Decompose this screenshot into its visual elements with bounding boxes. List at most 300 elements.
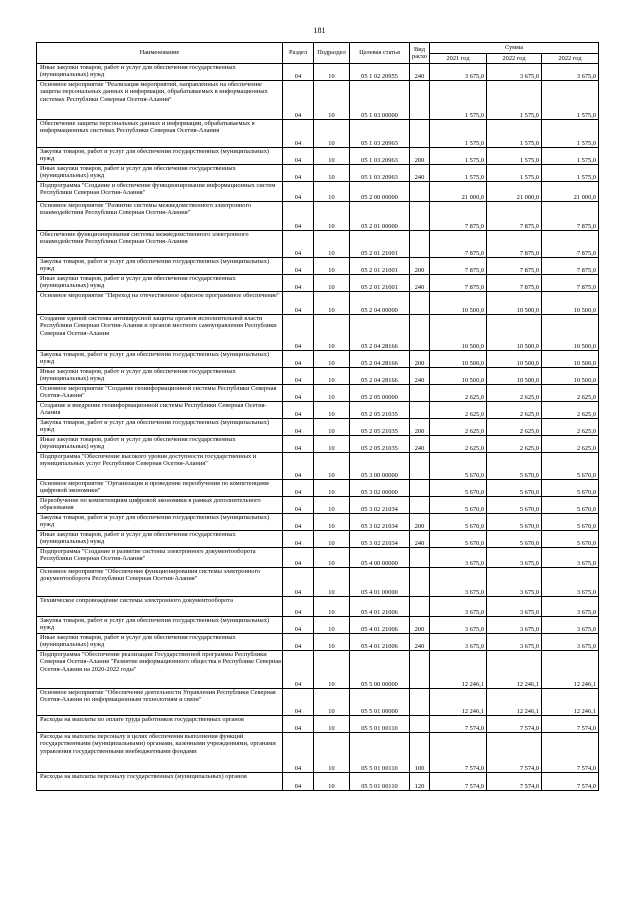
header-section: Раздел (283, 43, 314, 64)
row-target: 05 1 03 00000 (350, 81, 410, 120)
row-sum-2022-b: 5 670,0 (542, 497, 599, 514)
row-type (410, 202, 430, 231)
table-row (37, 231, 599, 258)
row-sum-2021: 3 675,0 (430, 64, 487, 81)
row-subsection: 10 (314, 716, 350, 733)
row-section: 04 (283, 81, 314, 120)
row-sum-2022-a: 5 670,0 (487, 497, 542, 514)
row-sum-2021: 5 670,0 (430, 480, 487, 497)
table-body (37, 64, 599, 791)
row-sum-2021: 3 675,0 (430, 634, 487, 651)
row-sum-2022-a: 21 000,0 (487, 182, 542, 202)
row-type (410, 716, 430, 733)
row-type (410, 182, 430, 202)
row-subsection: 10 (314, 182, 350, 202)
row-sum-2022-a: 5 670,0 (487, 531, 542, 548)
table-row (37, 497, 599, 514)
row-name: Подпрограмма "Создание и обеспечение функционирования информационных систем Республики Северная Осетия-Алания" (37, 182, 283, 202)
row-type: 200 (410, 617, 430, 634)
row-sum-2022-b: 7 875,0 (542, 231, 599, 258)
row-name: Обеспечение функционирования системы межведомственного электронного взаимодействия Республики Северная Осетия-Алания (37, 231, 283, 258)
row-sum-2022-a: 3 675,0 (487, 634, 542, 651)
row-type (410, 453, 430, 480)
row-name: Иные закупки товаров, работ и услуг для обеспечения государственных (муниципальных) нужд (37, 436, 283, 453)
header-name: Наименование (37, 43, 283, 64)
row-target: 05 2 05 21035 (350, 402, 410, 419)
row-type (410, 81, 430, 120)
row-sum-2021: 21 000,0 (430, 182, 487, 202)
row-sum-2022-b: 12 246,1 (542, 651, 599, 689)
row-subsection: 10 (314, 419, 350, 436)
row-sum-2022-a: 2 625,0 (487, 436, 542, 453)
row-sum-2021: 7 574,0 (430, 716, 487, 733)
row-target: 05 2 05 21035 (350, 436, 410, 453)
row-subsection: 10 (314, 315, 350, 351)
row-sum-2022-a: 3 675,0 (487, 548, 542, 568)
row-type (410, 315, 430, 351)
row-sum-2021: 2 625,0 (430, 436, 487, 453)
table-row (37, 292, 599, 315)
row-sum-2022-a: 7 574,0 (487, 716, 542, 733)
row-target: 05 1 03 20963 (350, 148, 410, 165)
table-row (37, 531, 599, 548)
row-sum-2022-b: 10 500,0 (542, 368, 599, 385)
table-row (37, 480, 599, 497)
row-section: 04 (283, 258, 314, 275)
row-sum-2022-a: 5 670,0 (487, 453, 542, 480)
table-row (37, 733, 599, 773)
row-subsection: 10 (314, 651, 350, 689)
row-section: 04 (283, 402, 314, 419)
row-target: 05 2 04 28166 (350, 368, 410, 385)
row-subsection: 10 (314, 64, 350, 81)
row-section: 04 (283, 531, 314, 548)
row-section: 04 (283, 716, 314, 733)
row-name: Иные закупки товаров, работ и услуг для обеспечения государственных (муниципальных) нужд (37, 634, 283, 651)
row-sum-2022-b: 5 670,0 (542, 480, 599, 497)
row-sum-2021: 7 875,0 (430, 202, 487, 231)
table-row (37, 634, 599, 651)
row-sum-2022-a: 2 625,0 (487, 402, 542, 419)
row-subsection: 10 (314, 81, 350, 120)
row-type (410, 480, 430, 497)
row-sum-2021: 7 875,0 (430, 231, 487, 258)
row-target: 05 2 04 28166 (350, 351, 410, 368)
row-sum-2022-b: 7 574,0 (542, 773, 599, 791)
row-sum-2022-b: 3 675,0 (542, 597, 599, 617)
table-row (37, 548, 599, 568)
row-name: Иные закупки товаров, работ и услуг для обеспечения государственных (муниципальных) нужд (37, 275, 283, 292)
row-subsection: 10 (314, 689, 350, 716)
table-row (37, 436, 599, 453)
row-sum-2021: 7 574,0 (430, 773, 487, 791)
row-sum-2022-a: 3 675,0 (487, 64, 542, 81)
row-sum-2022-a: 3 675,0 (487, 617, 542, 634)
row-sum-2022-b: 2 625,0 (542, 385, 599, 402)
row-sum-2022-a: 12 246,1 (487, 689, 542, 716)
row-sum-2021: 2 625,0 (430, 402, 487, 419)
row-subsection: 10 (314, 453, 350, 480)
row-target: 05 5 00 00000 (350, 651, 410, 689)
row-name: Закупка товаров, работ и услуг для обеспечения государственных (муниципальных) нужд (37, 258, 283, 275)
table-row (37, 64, 599, 81)
table-row (37, 120, 599, 148)
budget-table (36, 42, 599, 791)
row-sum-2021: 7 875,0 (430, 275, 487, 292)
row-section: 04 (283, 165, 314, 182)
row-sum-2022-b: 2 625,0 (542, 419, 599, 436)
row-section: 04 (283, 64, 314, 81)
header-sum: Сумма (430, 43, 599, 54)
row-sum-2022-a: 10 500,0 (487, 315, 542, 351)
row-sum-2022-b: 10 500,0 (542, 315, 599, 351)
row-section: 04 (283, 419, 314, 436)
row-subsection: 10 (314, 480, 350, 497)
row-section: 04 (283, 651, 314, 689)
row-section: 04 (283, 202, 314, 231)
row-name: Закупка товаров, работ и услуг для обеспечения государственных (муниципальных) нужд (37, 351, 283, 368)
row-sum-2022-b: 7 875,0 (542, 275, 599, 292)
row-subsection: 10 (314, 258, 350, 275)
row-target: 05 5 01 00000 (350, 689, 410, 716)
row-type (410, 120, 430, 148)
header-type: Вид расхо (410, 43, 430, 64)
row-section: 04 (283, 634, 314, 651)
row-name: Подпрограмма "Обеспечение высокого уровня доступности государственных и муниципальных услуг Республики Северная Осетия-Алания" (37, 453, 283, 480)
row-sum-2021: 5 670,0 (430, 531, 487, 548)
table-row (37, 597, 599, 617)
row-section: 04 (283, 773, 314, 791)
row-target: 05 4 01 21006 (350, 617, 410, 634)
row-type: 200 (410, 148, 430, 165)
row-section: 04 (283, 568, 314, 597)
row-sum-2021: 1 575,0 (430, 165, 487, 182)
row-target: 05 2 00 00000 (350, 182, 410, 202)
row-type: 120 (410, 773, 430, 791)
row-sum-2021: 5 670,0 (430, 453, 487, 480)
row-subsection: 10 (314, 292, 350, 315)
row-target: 05 2 01 21001 (350, 258, 410, 275)
row-sum-2022-a: 7 875,0 (487, 275, 542, 292)
table-row (37, 514, 599, 531)
row-name: Подпрограмма "Создание и развитие системы электронного документооборота Республики Северная Осетия-Алания" (37, 548, 283, 568)
row-target: 05 1 02 20955 (350, 64, 410, 81)
row-name: Основное мероприятие "Реализация мероприятий, направленных на обеспечение защиты персональных данных и информации, обрабатываемых в информационных системах Республики Северная Осетия-Алания" (37, 81, 283, 120)
row-sum-2022-b: 3 675,0 (542, 548, 599, 568)
row-name: Иные закупки товаров, работ и услуг для обеспечения государственных (муниципальных) нужд (37, 368, 283, 385)
row-subsection: 10 (314, 368, 350, 385)
row-subsection: 10 (314, 548, 350, 568)
row-target: 05 2 04 00000 (350, 292, 410, 315)
row-subsection: 10 (314, 275, 350, 292)
row-sum-2022-b: 1 575,0 (542, 81, 599, 120)
header-year-2022-a: 2022 год (487, 54, 542, 64)
row-section: 04 (283, 315, 314, 351)
row-sum-2021: 3 675,0 (430, 568, 487, 597)
row-section: 04 (283, 292, 314, 315)
table-row (37, 453, 599, 480)
table-row (37, 651, 599, 689)
row-sum-2021: 3 675,0 (430, 548, 487, 568)
row-name: Основное мероприятие "Создание геоинформационной системы Республики Северная Осетия-Алания" (37, 385, 283, 402)
row-name: Основное мероприятие "Организация и проведение переобучения по компетенциям цифровой экономики" (37, 480, 283, 497)
row-sum-2022-b: 7 574,0 (542, 716, 599, 733)
row-sum-2021: 10 500,0 (430, 292, 487, 315)
table-row (37, 275, 599, 292)
row-subsection: 10 (314, 733, 350, 773)
row-sum-2021: 3 675,0 (430, 597, 487, 617)
row-target: 05 1 03 20963 (350, 120, 410, 148)
row-subsection: 10 (314, 202, 350, 231)
row-sum-2022-b: 10 500,0 (542, 351, 599, 368)
row-type (410, 402, 430, 419)
row-type: 240 (410, 634, 430, 651)
row-sum-2022-a: 1 575,0 (487, 81, 542, 120)
row-sum-2022-b: 5 670,0 (542, 514, 599, 531)
row-sum-2021: 5 670,0 (430, 514, 487, 531)
row-section: 04 (283, 514, 314, 531)
row-sum-2022-a: 12 246,1 (487, 651, 542, 689)
row-sum-2021: 5 670,0 (430, 497, 487, 514)
row-section: 04 (283, 148, 314, 165)
row-sum-2021: 2 625,0 (430, 385, 487, 402)
row-sum-2021: 1 575,0 (430, 148, 487, 165)
row-sum-2022-a: 7 574,0 (487, 773, 542, 791)
row-section: 04 (283, 617, 314, 634)
row-type (410, 385, 430, 402)
row-type: 200 (410, 514, 430, 531)
row-type (410, 497, 430, 514)
row-sum-2021: 10 500,0 (430, 315, 487, 351)
row-sum-2022-b: 7 574,0 (542, 733, 599, 773)
row-sum-2022-b: 2 625,0 (542, 436, 599, 453)
row-target: 05 2 05 21035 (350, 419, 410, 436)
row-sum-2021: 7 875,0 (430, 258, 487, 275)
row-sum-2022-b: 5 670,0 (542, 453, 599, 480)
row-type (410, 548, 430, 568)
row-section: 04 (283, 497, 314, 514)
row-subsection: 10 (314, 568, 350, 597)
row-name: Техническое сопровождение системы электронного документооборота (37, 597, 283, 617)
table-row (37, 402, 599, 419)
row-sum-2022-b: 10 500,0 (542, 292, 599, 315)
row-section: 04 (283, 436, 314, 453)
row-section: 04 (283, 351, 314, 368)
row-sum-2022-a: 3 675,0 (487, 568, 542, 597)
row-subsection: 10 (314, 597, 350, 617)
table-row (37, 182, 599, 202)
row-sum-2022-a: 2 625,0 (487, 419, 542, 436)
row-subsection: 10 (314, 497, 350, 514)
row-subsection: 10 (314, 165, 350, 182)
table-row (37, 81, 599, 120)
row-name: Обеспечение защиты персональных данных и информации, обрабатываемых в информационных системах Республики Северная Осетия-Алания (37, 120, 283, 148)
row-target: 05 3 00 00000 (350, 453, 410, 480)
row-sum-2022-a: 10 500,0 (487, 292, 542, 315)
row-subsection: 10 (314, 531, 350, 548)
row-type (410, 651, 430, 689)
row-name: Основное мероприятие "Переход на отечественное офисное программное обеспечение" (37, 292, 283, 315)
row-subsection: 10 (314, 402, 350, 419)
row-name: Иные закупки товаров, работ и услуг для обеспечения государственных (муниципальных) нужд (37, 531, 283, 548)
row-sum-2022-a: 1 575,0 (487, 148, 542, 165)
row-target: 05 4 01 21006 (350, 634, 410, 651)
row-sum-2022-a: 2 625,0 (487, 385, 542, 402)
row-target: 05 2 01 00000 (350, 202, 410, 231)
table-row (37, 617, 599, 634)
row-target: 05 3 02 21034 (350, 531, 410, 548)
row-section: 04 (283, 275, 314, 292)
row-target: 05 2 04 28166 (350, 315, 410, 351)
row-type (410, 231, 430, 258)
row-name: Создание и внедрение геоинформационной системы Республики Северная Осетия-Алания (37, 402, 283, 419)
row-sum-2022-b: 21 000,0 (542, 182, 599, 202)
row-sum-2021: 12 246,1 (430, 651, 487, 689)
row-sum-2022-b: 7 875,0 (542, 258, 599, 275)
row-sum-2022-a: 1 575,0 (487, 165, 542, 182)
row-name: Расходы на выплаты персоналу государственных (муниципальных) органов (37, 773, 283, 791)
row-target: 05 5 01 00110 (350, 716, 410, 733)
row-sum-2021: 1 575,0 (430, 81, 487, 120)
row-target: 05 1 03 20963 (350, 165, 410, 182)
row-type: 240 (410, 531, 430, 548)
row-name: Закупка товаров, работ и услуг для обеспечения государственных (муниципальных) нужд (37, 514, 283, 531)
row-subsection: 10 (314, 385, 350, 402)
table-row (37, 165, 599, 182)
row-name: Расходы на выплаты персоналу в целях обеспечения выполнения функций государственными (муниципальными) органами, казенными учреждениями, органами управления государственными внебюджетными фондами (37, 733, 283, 773)
row-target: 05 2 01 21001 (350, 231, 410, 258)
row-type: 200 (410, 351, 430, 368)
row-section: 04 (283, 480, 314, 497)
row-name: Иные закупки товаров, работ и услуг для обеспечения государственных (муниципальных) нужд (37, 64, 283, 81)
row-name: Закупка товаров, работ и услуг для обеспечения государственных (муниципальных) нужд (37, 148, 283, 165)
table-row (37, 351, 599, 368)
row-sum-2022-b: 2 625,0 (542, 402, 599, 419)
row-section: 04 (283, 453, 314, 480)
table-row (37, 419, 599, 436)
row-subsection: 10 (314, 514, 350, 531)
header-year-2021: 2021 год (430, 54, 487, 64)
row-type: 200 (410, 419, 430, 436)
row-subsection: 10 (314, 773, 350, 791)
row-sum-2022-b: 7 875,0 (542, 202, 599, 231)
row-sum-2022-a: 5 670,0 (487, 514, 542, 531)
row-sum-2022-a: 1 575,0 (487, 120, 542, 148)
row-section: 04 (283, 231, 314, 258)
row-section: 04 (283, 689, 314, 716)
row-target: 05 3 02 21034 (350, 497, 410, 514)
row-section: 04 (283, 385, 314, 402)
header-year-2022-b: 2022 год (542, 54, 599, 64)
row-target: 05 5 01 00110 (350, 773, 410, 791)
table-row (37, 773, 599, 791)
row-target: 05 4 00 00000 (350, 548, 410, 568)
row-section: 04 (283, 182, 314, 202)
row-sum-2022-a: 10 500,0 (487, 368, 542, 385)
row-name: Расходы на выплаты по оплате труда работников государственных органов (37, 716, 283, 733)
row-name: Основное мероприятие "Развитие системы межведомственного электронного взаимодействия Республики Северная Осетия-Алания" (37, 202, 283, 231)
row-type: 240 (410, 275, 430, 292)
row-subsection: 10 (314, 617, 350, 634)
row-name: Создание единой системы антивирусной защиты органов исполнительной власти Республики Северная Осетия-Алания и органов местного самоуправления Республики Северная Осетия-Алания (37, 315, 283, 351)
row-section: 04 (283, 548, 314, 568)
row-type: 240 (410, 64, 430, 81)
row-name: Переобучение по компетенциям цифровой экономики в рамках дополнительного образования (37, 497, 283, 514)
row-sum-2022-b: 1 575,0 (542, 165, 599, 182)
table-row (37, 716, 599, 733)
row-sum-2022-b: 3 675,0 (542, 617, 599, 634)
row-section: 04 (283, 597, 314, 617)
row-type: 240 (410, 436, 430, 453)
row-sum-2022-a: 3 675,0 (487, 597, 542, 617)
row-section: 04 (283, 368, 314, 385)
row-type (410, 568, 430, 597)
row-sum-2021: 2 625,0 (430, 419, 487, 436)
table-row (37, 148, 599, 165)
row-subsection: 10 (314, 436, 350, 453)
row-sum-2022-a: 7 875,0 (487, 202, 542, 231)
row-subsection: 10 (314, 634, 350, 651)
row-sum-2022-a: 7 875,0 (487, 231, 542, 258)
row-sum-2022-b: 1 575,0 (542, 120, 599, 148)
row-type: 200 (410, 258, 430, 275)
row-sum-2022-b: 12 246,1 (542, 689, 599, 716)
row-section: 04 (283, 733, 314, 773)
header-target: Целевая статья (350, 43, 410, 64)
row-sum-2022-a: 7 875,0 (487, 258, 542, 275)
row-sum-2022-b: 3 675,0 (542, 568, 599, 597)
row-name: Подпрограмма "Обеспечение реализации Государственной программы Республики Северная Осетия-Алания "Развитие информационного общества в Республике Северная Осетия-Алания на 2020-2022 годы" (37, 651, 283, 689)
row-name: Закупка товаров, работ и услуг для обеспечения государственных (муниципальных) нужд (37, 617, 283, 634)
row-type: 240 (410, 368, 430, 385)
row-subsection: 10 (314, 351, 350, 368)
row-name: Закупка товаров, работ и услуг для обеспечения государственных (муниципальных) нужд (37, 419, 283, 436)
row-sum-2021: 12 246,1 (430, 689, 487, 716)
table-row (37, 568, 599, 597)
row-subsection: 10 (314, 120, 350, 148)
row-subsection: 10 (314, 148, 350, 165)
table-row (37, 258, 599, 275)
row-sum-2021: 1 575,0 (430, 120, 487, 148)
row-sum-2021: 10 500,0 (430, 368, 487, 385)
row-subsection: 10 (314, 231, 350, 258)
row-target: 05 2 05 00000 (350, 385, 410, 402)
row-name: Иные закупки товаров, работ и услуг для обеспечения государственных (муниципальных) нужд (37, 165, 283, 182)
row-section: 04 (283, 120, 314, 148)
row-sum-2022-b: 3 675,0 (542, 64, 599, 81)
row-target: 05 3 02 21034 (350, 514, 410, 531)
row-type (410, 689, 430, 716)
row-type (410, 292, 430, 315)
row-sum-2021: 3 675,0 (430, 617, 487, 634)
row-type (410, 597, 430, 617)
table-row (37, 689, 599, 716)
table-row (37, 385, 599, 402)
row-sum-2022-a: 7 574,0 (487, 733, 542, 773)
row-target: 05 4 01 21006 (350, 597, 410, 617)
row-type: 100 (410, 733, 430, 773)
row-type: 240 (410, 165, 430, 182)
row-name: Основное мероприятие "Обеспечение функционирования системы электронного документооборота Республики Северная Осетия-Алания" (37, 568, 283, 597)
page-number: 181 (313, 26, 326, 35)
row-sum-2021: 10 500,0 (430, 351, 487, 368)
header-subsection: Подраздел (314, 43, 350, 64)
table-row (37, 368, 599, 385)
row-sum-2021: 7 574,0 (430, 733, 487, 773)
row-name: Основное мероприятие "Обеспечение деятельности Управления Республики Северная Осетия-Алания по информационным технологиям и связи" (37, 689, 283, 716)
row-target: 05 5 01 00110 (350, 733, 410, 773)
row-sum-2022-b: 5 670,0 (542, 531, 599, 548)
